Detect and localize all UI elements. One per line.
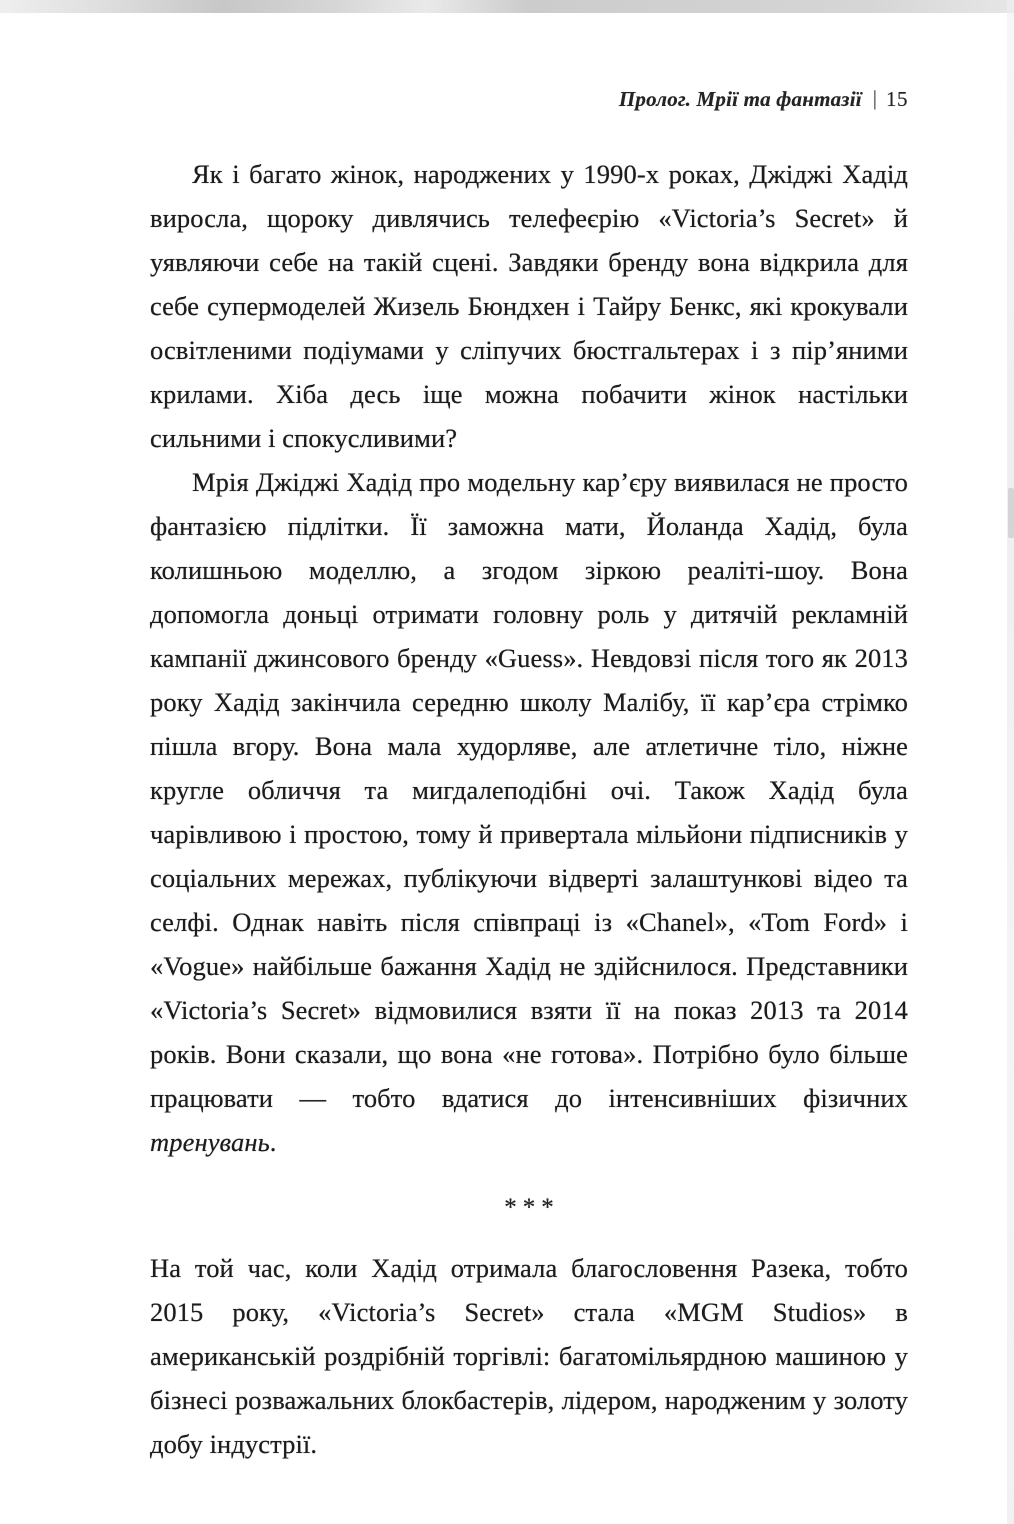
scan-artifact-right-edge bbox=[1007, 0, 1014, 1524]
page-body bbox=[150, 152, 908, 1466]
chapter-title: Пролог. Мрії та фантазії bbox=[618, 87, 862, 111]
header-divider: | bbox=[872, 86, 877, 110]
paragraph-3: На той час, коли Хадід отримала благословення Разека, тобто 2015 року, «Victoria’s Secret» стала «MGM Studios» в американській роздрібній торгівлі: багатомільярдною машиною у бізнесі розважальних блокбастерів, лідером, народженим у золоту добу індустрії. bbox=[150, 1253, 908, 1459]
scan-artifact-smudge bbox=[1008, 488, 1014, 538]
section-break-ornament: *** bbox=[504, 1194, 560, 1221]
paragraph-2-italic-word: тренувань bbox=[150, 1127, 270, 1157]
page-number: 15 bbox=[886, 87, 908, 111]
paragraph-2 bbox=[150, 460, 908, 1164]
paragraph-1: Як і багато жінок, народжених у 1990-х роках, Джіджі Хадід виросла, щороку дивлячись телефеєрію «Victoria’s Secret» й уявляючи себе на такій сцені. Завдяки бренду вона відкрила для себе супермоделей Жизель Бюндхен і Тайру Бенкс, які крокували освітленими подіумами у сліпучих бюстгальтерах і з пір’яними крилами. Хіба десь іще можна побачити жінок настільки сильними і спокусливими? bbox=[150, 159, 908, 453]
paragraph-2-closing: . bbox=[269, 1127, 277, 1157]
running-header bbox=[150, 86, 908, 112]
paragraph-2-text: Мрія Джіджі Хадід про модельну кар’єру виявилася не просто фантазією підлітки. Її заможна мати, Йоланда Хадід, була колишньою моделлю, а згодом зіркою реаліті-шоу. Вона допомогла доньці отримати головну роль у дитячій рекламній кампанії джинсового бренду «Guess». Невдовзі після того як 2013 року Хадід закінчила середню школу Малібу, її кар’єра стрімко пішла вгору. Вона мала худорляве, але атлетичне тіло, ніжне кругле обличчя та мигдалеподібні очі. Також Хадід була чарівливою і простою, тому й привертала мільйони підписників у соціальних мережах, публікуючи відверті залаштункові відео та селфі. Однак навіть після співпраці із «Chanel», «Tom Ford» і «Vogue» найбільше бажання Хадід не здійснилося. Представники «Victoria’s Secret» відмовилися взяти її на показ 2013 та 2014 років. Вони сказали, що вона «не готова». Потрібно було більше працювати — тобто вдатися до інтенсивніших фізичних bbox=[150, 467, 908, 1113]
scan-artifact-top-edge bbox=[0, 0, 1014, 13]
page-content bbox=[150, 86, 908, 1466]
